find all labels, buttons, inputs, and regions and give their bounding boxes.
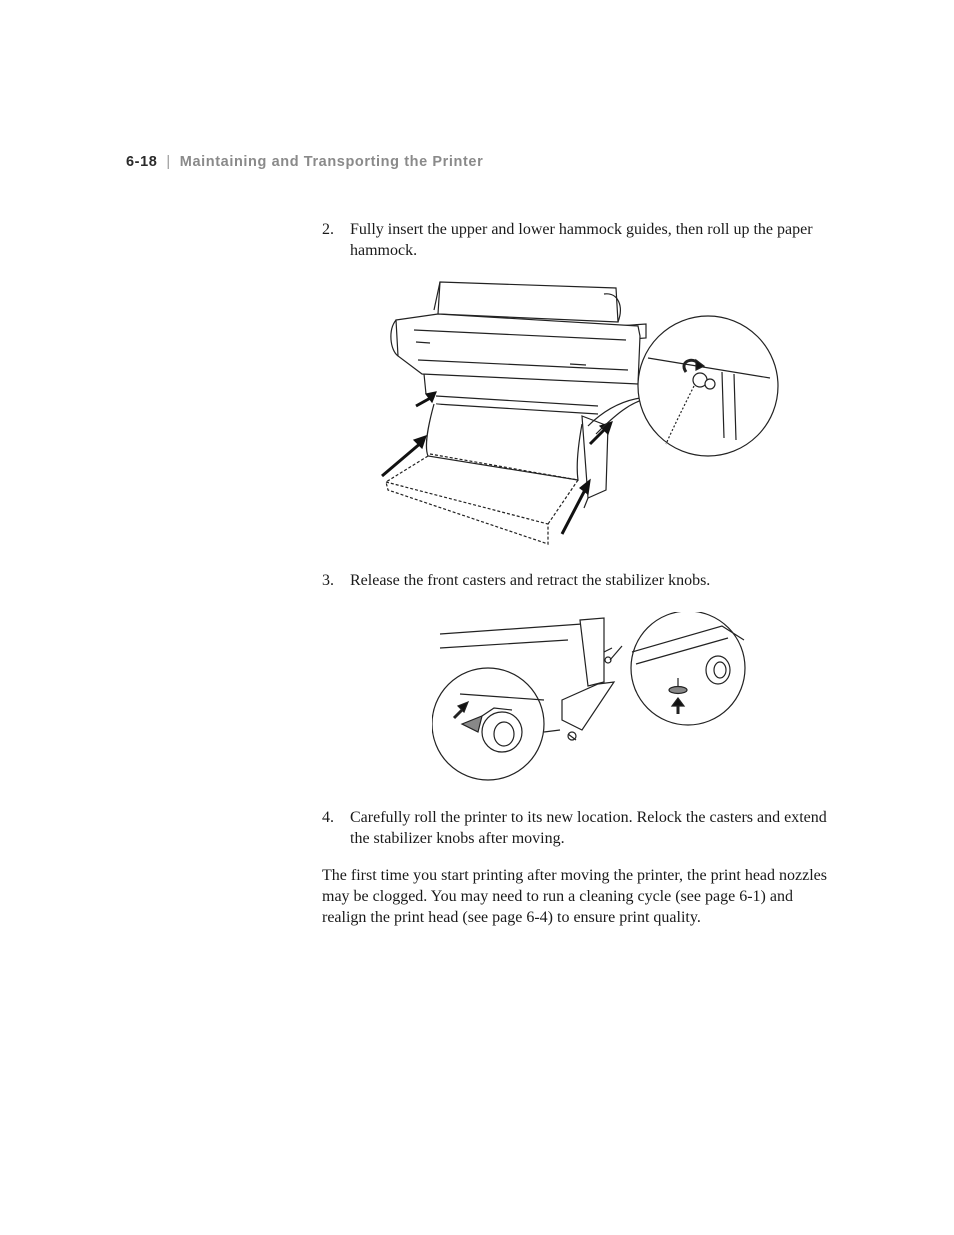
step-2 — [322, 219, 834, 261]
step-number: 4. — [322, 809, 334, 826]
stand-leg-illustration — [432, 612, 750, 782]
step-number: 2. — [322, 221, 334, 238]
step-text: Carefully roll the printer to its new location. Relock the casters and extend the stabilizer knobs after moving. — [350, 809, 827, 847]
running-header — [126, 154, 483, 170]
closing-paragraph: The first time you start printing after moving the printer, the print head nozzles may be clogged. You may need to run a cleaning cycle (see page 6-1) and realign the print head (see page 6-4) to ensure print quality. — [322, 867, 827, 926]
printer-illustration — [378, 276, 780, 548]
casters-figure — [432, 612, 750, 782]
step-text: Fully insert the upper and lower hammock guides, then roll up the paper hammock. — [350, 221, 813, 259]
page-number: 6-18 — [126, 154, 158, 170]
step-3 — [322, 570, 834, 591]
section-title: Maintaining and Transporting the Printer — [179, 154, 484, 170]
header-separator: | — [166, 154, 171, 170]
step-number: 3. — [322, 572, 334, 589]
step-4 — [322, 807, 834, 849]
step-text: Release the front casters and retract the stabilizer knobs. — [350, 572, 711, 589]
hammock-figure — [378, 276, 780, 548]
